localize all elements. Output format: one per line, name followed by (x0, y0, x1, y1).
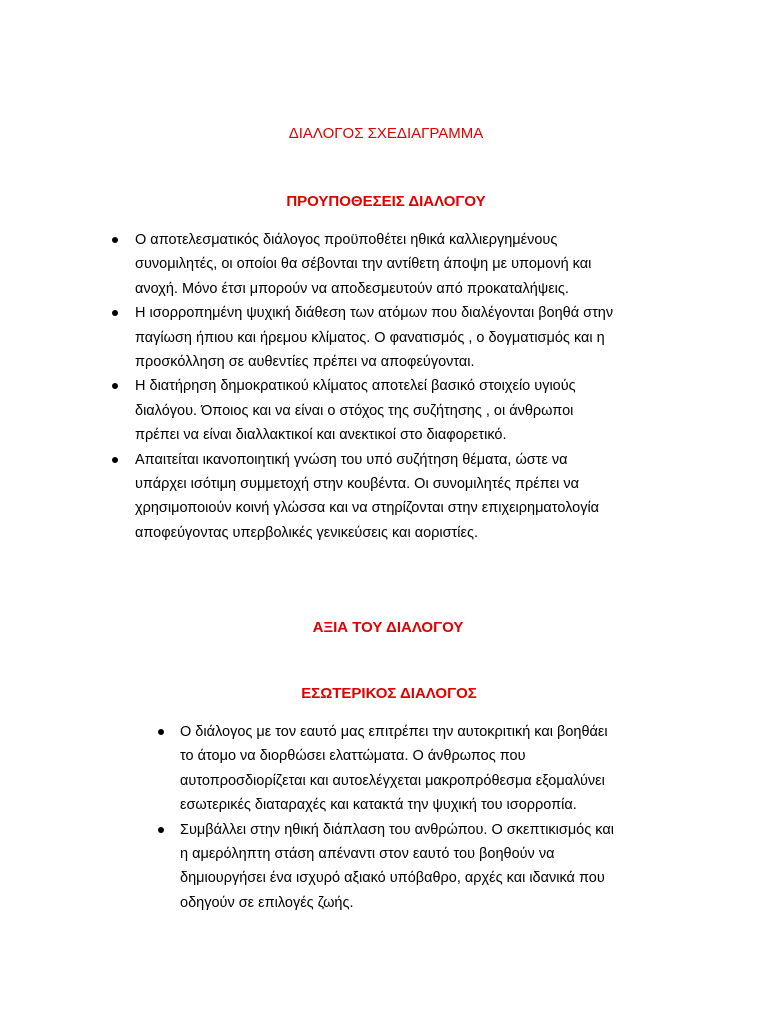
text-line: συνομιλητές, οι οποίοι θα σέβονται την αντίθετη άποψη με υπομονή και (135, 256, 592, 273)
prerequisites-bullet-list (110, 228, 680, 545)
bullet-icon (112, 310, 118, 316)
document-title: ΔΙΑΛΟΓΟΣ ΣΧΕΔΙΑΓΡΑΜΜΑ (288, 125, 484, 142)
bullet-icon (112, 457, 118, 463)
list-item (110, 374, 680, 447)
list-item (110, 301, 680, 374)
text-line: ανοχή. Μόνο έτσι μπορούν να αποδεσμευτούν από προκαταλήψεις. (135, 280, 569, 297)
text-line: Η διατήρηση δημοκρατικού κλίματος αποτελεί βασικό στοιχείο υγιούς (135, 378, 576, 395)
text-line: χρησιμοποιούν κοινή γλώσσα και να στηρίζονται στην επιχειρηματολογία (135, 500, 600, 517)
text-line: το άτομο να διορθώσει ελαττώματα. Ο άνθρωπος που (180, 748, 526, 765)
section-heading-prerequisites: ΠΡΟΥΠΟΘΕΣΕΙΣ ΔΙΑΛΟΓΟΥ (286, 193, 486, 210)
text-line: η αμερόληπτη στάση απέναντι στον εαυτό του βοηθούν να (180, 846, 555, 863)
bullet-icon (112, 383, 118, 389)
text-line: πρέπει να είναι διαλλακτικοί και ανεκτικοί στο διαφορετικό. (135, 427, 507, 444)
text-line: παγίωση ήπιου και ήρεμου κλίματος. Ο φανατισμός , ο δογματισμός και η (135, 329, 605, 346)
bullet-icon (158, 827, 164, 833)
text-line: αποφεύγοντας υπερβολικές γενικεύσεις και αοριστίες. (135, 524, 478, 541)
text-line: αυτοπροσδιορίζεται και αυτοελέγχεται μακροπρόθεσμα εξομαλύνει (180, 772, 605, 789)
text-line: οδηγούν σε επιλογές ζωής. (180, 894, 354, 911)
list-item (150, 720, 690, 818)
text-line: Ο διάλογος με τον εαυτό μας επιτρέπει την αυτοκριτική και βοηθάει (180, 724, 608, 740)
text-line: Απαιτείται ικανοποιητική γνώση του υπό συζήτηση θέματα, ώστε να (135, 451, 568, 468)
bullet-icon (158, 729, 164, 735)
section-heading-value-of-dialogue: ΑΞΙΑ ΤΟΥ ΔΙΑΛΟΓΟΥ (312, 619, 464, 636)
text-line: εσωτερικές διαταραχές και κατακτά την ψυχική του ισορροπία. (180, 797, 577, 814)
text-line: διαλόγου. Όποιος και να είναι ο στόχος της συζήτησης , οι άνθρωποι (135, 402, 574, 419)
section-heading-inner-dialogue: ΕΣΩΤΕΡΙΚΟΣ ΔΙΑΛΟΓΟΣ (301, 685, 477, 702)
list-item (110, 448, 680, 546)
inner-dialogue-bullet-list (150, 720, 690, 915)
list-item (110, 228, 680, 301)
bullet-icon (112, 237, 118, 243)
text-line: υπάρχει ισότιμη συμμετοχή στην κουβέντα. Οι συνομιλητές πρέπει να (135, 476, 580, 493)
text-line: Συμβάλλει στην ηθική διάπλαση του ανθρώπου. Ο σκεπτικισμός και (180, 821, 614, 838)
list-item (150, 818, 690, 916)
text-line: Η ισορροπημένη ψυχική διάθεση των ατόμων που διαλέγονται βοηθά στην (135, 305, 614, 322)
text-line: Ο αποτελεσματικός διάλογος προϋποθέτει ηθικά καλλιεργημένους (135, 232, 558, 248)
text-line: προσκόλληση σε αυθεντίες πρέπει να αποφεύγονται. (135, 354, 475, 371)
text-line: δημιουργήσει ένα ισχυρό αξιακό υπόβαθρο, αρχές και ιδανικά που (180, 870, 605, 887)
